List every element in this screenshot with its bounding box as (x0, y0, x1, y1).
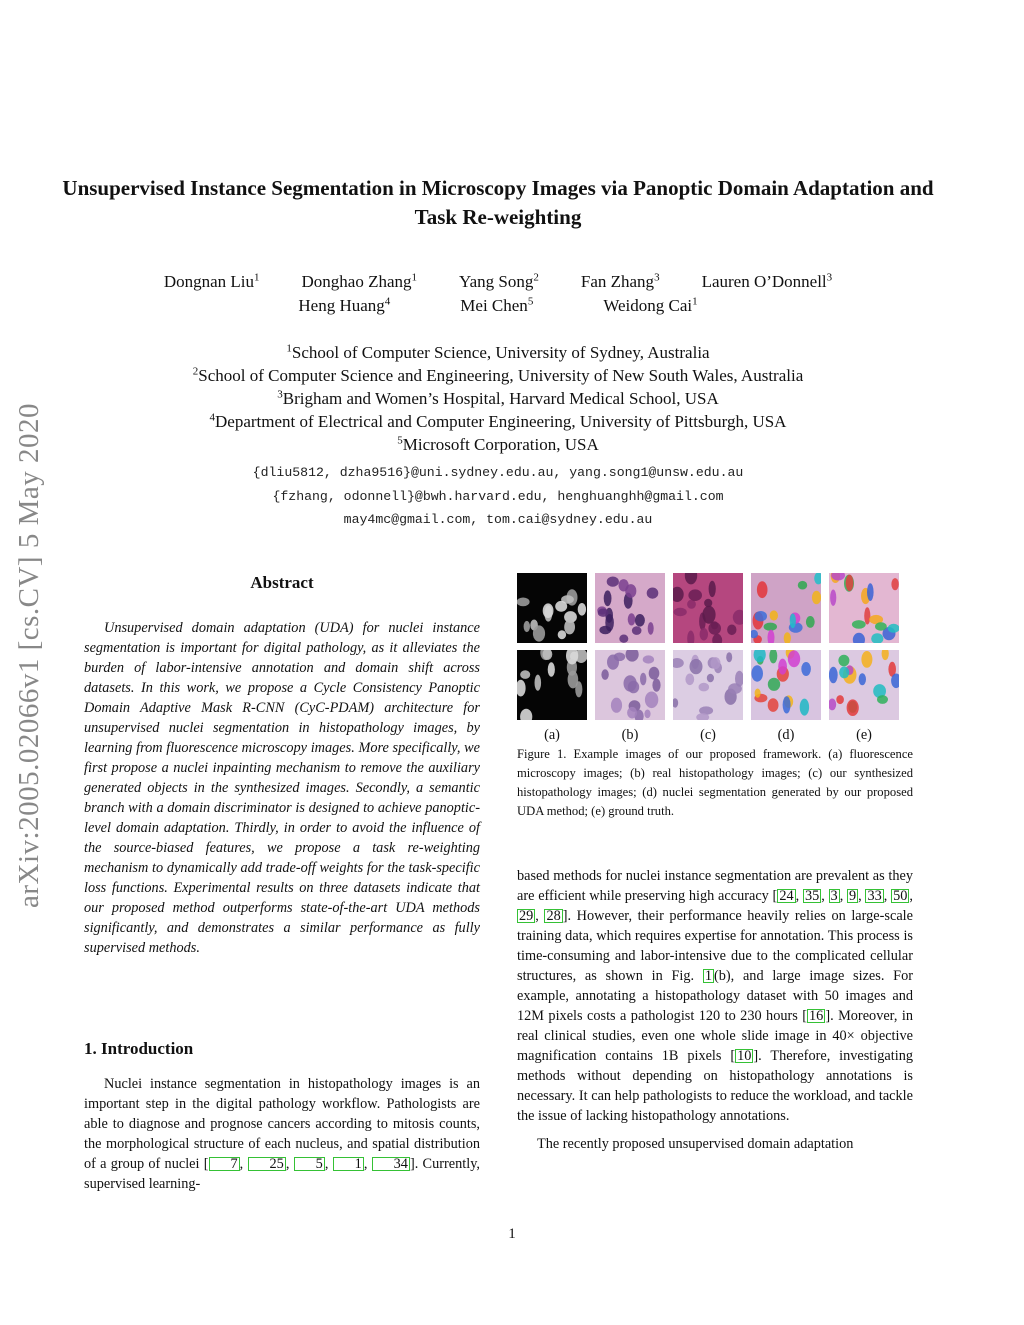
abstract-body (84, 618, 480, 958)
nucleus-shape (555, 601, 567, 612)
figure-tile-seg (751, 573, 821, 643)
nucleus-shape (548, 662, 555, 677)
nucleus-shape (812, 591, 821, 605)
figure-1 (517, 573, 913, 821)
nucleus-shape (564, 620, 575, 635)
nucleus-shape (607, 655, 619, 670)
figure-tile-gt (829, 573, 899, 643)
author-name: Dongnan Liu$^1$ (163, 271, 260, 291)
affiliation-line: $^2$School of Computer Science and Engineering, University of New South Wales, Australia (192, 365, 804, 385)
figure-tile-gt-light (829, 650, 899, 720)
citation-link[interactable]: 7 (209, 1157, 240, 1171)
author-name: Lauren O’Donnell$^3$ (701, 271, 833, 291)
nucleus-shape (800, 699, 809, 716)
nucleus-shape (607, 577, 619, 587)
nucleus-shape (700, 628, 708, 641)
affiliation-line: $^1$School of Computer Science, University of Sydney, Australia (286, 342, 710, 362)
citation-link[interactable]: 16 (809, 1008, 824, 1024)
figure-column-label: (a) (544, 727, 560, 743)
figure-reference-link[interactable]: 1 (704, 968, 712, 984)
nucleus-shape (688, 589, 702, 601)
arxiv-stamp: arXiv:2005.02066v1 [cs.CV] 5 May 2020 (12, 402, 45, 908)
nucleus-shape (728, 683, 742, 694)
author-name: Fan Zhang$^3$ (580, 271, 660, 291)
nucleus-shape (709, 581, 716, 597)
nucleus-shape (836, 695, 844, 704)
nucleus-shape (867, 583, 874, 601)
nucleus-shape (829, 667, 838, 684)
introduction-body (84, 1074, 480, 1194)
figure-column-label: (d) (777, 727, 795, 743)
nucleus-shape (644, 710, 650, 719)
figure-column-label: (c) (700, 727, 716, 743)
nucleus-shape (778, 659, 787, 675)
figure-tile-histo-syn (673, 573, 743, 643)
nucleus-shape (702, 606, 715, 624)
nucleus-shape (517, 598, 530, 607)
nucleus-shape (711, 657, 721, 669)
nucleus-shape (755, 689, 761, 698)
nucleus-shape (783, 696, 791, 713)
figure-tile-histo-real-light (595, 650, 665, 720)
nucleus-shape (640, 673, 646, 686)
figure-image-grid (517, 573, 913, 720)
paragraph: The recently proposed unsupervised domain adaptation (537, 1136, 854, 1152)
figure-column-label: (e) (856, 727, 872, 743)
author-list (60, 270, 936, 318)
citation-link[interactable]: 24 (779, 888, 794, 904)
nucleus-shape (839, 667, 849, 679)
nucleus-shape (768, 698, 779, 712)
nucleus-shape (757, 581, 768, 598)
abstract-text: Unsupervised domain adaptation (UDA) for nuclei instance segmentation is important for digital pathology, as it alleviates the burden of labor-intensive annotation and domain shift across datasets. In this work, we propose a Cycle Consistency Panoptic Domain Adaptive Mask R-CNN (CyC-PDAM) architecture for unsupervised nuclei segmentation in histopathology images, by learning from fluorescence microscopy images. More specifically, we first propose a nuclei inpainting mechanism to remove the auxiliary generated objects in the synthesized images. Secondly, a semantic branch with a domain discriminator is designed to achieve panoptic-level domain adaptation. Thirdly, in order to avoid the influence of the source-biased features, we propose a task re-weighting mechanism to dynamically add trade-off weights for the task-specific loss functions. Experimental results on three datasets indicate that our proposed method outperforms state-of-the-art UDA methods significantly, and demonstrates a similar performance as fully supervised methods. (84, 620, 480, 956)
nucleus-shape (619, 635, 628, 643)
nucleus-shape (535, 675, 542, 691)
figure-tile-histo-real (595, 573, 665, 643)
nucleus-shape (708, 622, 721, 635)
figure-column-labels (517, 727, 913, 744)
nucleus-shape (770, 610, 778, 620)
nucleus-shape (801, 662, 811, 676)
nucleus-shape (604, 590, 612, 606)
citation-link[interactable]: 5 (294, 1157, 325, 1171)
affiliations (60, 341, 936, 456)
nucleus-shape (727, 625, 736, 636)
nucleus-shape (768, 678, 780, 691)
citation-link[interactable]: 50 (893, 888, 908, 904)
nucleus-shape (598, 609, 609, 617)
nucleus-shape (635, 614, 645, 627)
author-name: Heng Huang$^4$ (298, 295, 391, 315)
nucleus-shape (578, 603, 586, 616)
nucleus-shape (628, 681, 639, 694)
nucleus-shape (726, 652, 732, 662)
nucleus-shape (852, 620, 866, 629)
nucleus-shape (611, 698, 622, 713)
nucleus-shape (524, 621, 530, 632)
right-column-body (517, 866, 913, 1154)
nucleus-shape (647, 588, 659, 599)
nucleus-shape (859, 673, 866, 685)
nucleus-shape (520, 670, 530, 679)
nucleus-shape (685, 674, 694, 686)
nucleus-shape (875, 622, 887, 630)
nucleus-shape (806, 616, 815, 628)
nucleus-shape (643, 655, 654, 663)
nucleus-shape (543, 603, 554, 618)
paragraph: based methods for nuclei instance segmentation are prevalent as they are efficient while preserving high accuracy [ 24 , 35 , 3 , 9 , 33 , 50 , 29 , 28 ]. However, their performance heavily relies on large-scale training data, which requires expertise for annotation. This process is time-consuming and labor-intensive due to the complicated cellular structures, as shown in Fig. 1 (b), and large image sizes. For example, annotating a histopathology dataset with 50 images and 12M pixels costs a pathologist 120 to 230 hours [ 16 ]. Moreover, in real clinical studies, even one whole slide image in 40× objective magnification contains 1B pixels [ 10 ]. Therefore, investigating methods without depending on histopathology annotations is necessary. It can help pathologists to reduce the workload, and tackle the issue of lacking histopathology annotations. (517, 868, 913, 1124)
nucleus-shape (864, 607, 870, 624)
nucleus-shape (649, 667, 660, 680)
citation-link[interactable]: 28 (546, 908, 561, 924)
nucleus-shape (788, 650, 800, 667)
author-name: Donghao Zhang$^1$ (301, 271, 418, 291)
nucleus-shape (627, 707, 637, 719)
nucleus-shape (847, 699, 859, 716)
nucleus-shape (605, 614, 614, 631)
nucleus-shape (699, 683, 710, 692)
intro-paragraph: Nuclei instance segmentation in histopathology images is an important step in the digital pathology workflow. Pathologists are able to diagnose and prognose cancers according to mitosis counts, the morphological structure of each nucleus, and spatial distribution of a group of nuclei [ 7 , 25 , 5 , 1 , 34 ]. Currently, supervised learning- (84, 1076, 480, 1192)
nucleus-shape (690, 659, 703, 674)
nucleus-shape (830, 590, 836, 606)
nucleus-shape (625, 584, 636, 598)
paper-title: Unsupervised Instance Segmentation in Microscopy Images via Panoptic Domain Adaptation and Task Re-weighting (62, 176, 934, 229)
figure-tile-fluor (517, 650, 587, 720)
citation-link[interactable]: 9 (849, 888, 857, 904)
affiliation-line: $^3$Brigham and Women’s Hospital, Harvard Medical School, USA (277, 388, 719, 408)
nucleus-shape (751, 665, 763, 681)
nucleus-shape (861, 651, 872, 668)
nucleus-shape (891, 578, 898, 590)
author-name: Yang Song$^2$ (459, 271, 539, 291)
affiliation-line: $^4$Department of Electrical and Computer Engineering, University of Pittsburgh, USA (209, 411, 787, 431)
email-line: {fzhang, odonnell}@bwh.harvard.edu, henghuanghh@gmail.com (272, 488, 724, 504)
email-list (60, 461, 936, 532)
affiliation-line: $^5$Microsoft Corporation, USA (397, 434, 599, 454)
figure-tile-histo-syn-light (673, 650, 743, 720)
figure-caption: Figure 1. Example images of our proposed framework. (a) fluorescence microscopy images; (b) real histopathology images; (c) our synthesized histopathology images; (d) nuclei segmentation generated by our proposed UDA method; (e) ground truth. (517, 747, 913, 818)
nucleus-shape (558, 630, 566, 639)
nucleus-shape (687, 600, 696, 609)
nucleus-shape (798, 581, 807, 590)
citation-link[interactable]: 34 (372, 1157, 410, 1171)
nucleus-shape (755, 611, 767, 621)
nucleus-shape (533, 625, 545, 641)
nucleus-shape (601, 669, 608, 680)
citation-link[interactable]: 35 (804, 888, 820, 904)
email-line: {dliu5812, dzha9516}@uni.sydney.edu.au, yang.song1@unsw.edu.au (252, 465, 744, 480)
citation-link[interactable]: 25 (248, 1157, 286, 1171)
nucleus-shape (838, 655, 849, 667)
nucleus-shape (707, 674, 714, 683)
author-name: Mei Chen$^5$ (460, 295, 534, 315)
citation-link[interactable]: 10 (737, 1048, 752, 1064)
nucleus-shape (888, 624, 899, 633)
nucleus-shape (846, 575, 854, 592)
figure-column-label: (b) (621, 727, 639, 743)
citation-link[interactable]: 29 (519, 908, 534, 924)
citation-link[interactable]: 3 (830, 888, 838, 904)
citation-link[interactable]: 1 (333, 1157, 364, 1171)
figure-tile-seg-light (751, 650, 821, 720)
nucleus-shape (645, 692, 658, 709)
page-number: 1 (508, 1226, 516, 1242)
nucleus-shape (628, 613, 636, 625)
nucleus-shape (877, 695, 888, 704)
citation-link[interactable]: 33 (867, 888, 882, 904)
nucleus-shape (790, 614, 796, 629)
email-line: may4mc@gmail.com, tom.cai@sydney.edu.au (343, 512, 653, 527)
introduction-heading: 1. Introduction (84, 1039, 194, 1058)
nucleus-shape (764, 623, 777, 631)
author-name: Weidong Cai$^1$ (603, 295, 698, 315)
nucleus-shape (648, 622, 654, 635)
abstract-heading: Abstract (250, 573, 314, 592)
figure-tile-fluor (517, 573, 587, 643)
nucleus-shape (632, 626, 642, 635)
nucleus-shape (674, 608, 687, 616)
nucleus-shape (652, 679, 660, 692)
